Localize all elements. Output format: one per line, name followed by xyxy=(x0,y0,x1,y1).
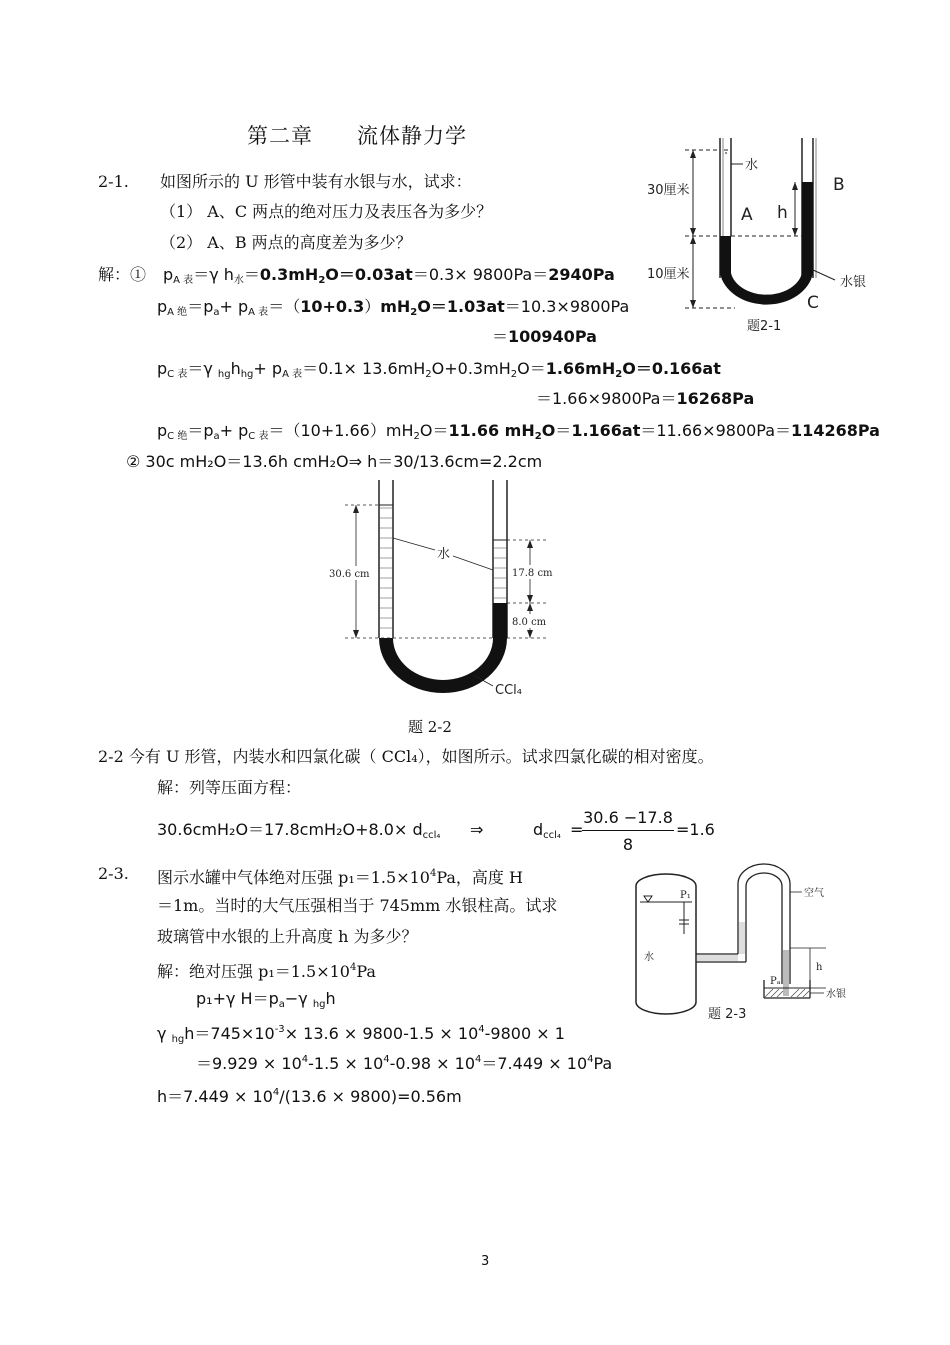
problem-2-2-equation-equals: = xyxy=(570,820,584,839)
problem-2-3-solution3: γ $_{hg}h=745\times 10^{-3}\times 13.6 \times 9800-1.5 \times 10^4-9800 \times 1$ xyxy=(157,1024,565,1045)
solution-2-1-line3: ＝100940Pa xyxy=(492,327,597,346)
fig21-label-mercury: 水银 xyxy=(840,275,867,290)
problem-2-3-line3: 玻璃管中水银的上升高度 h 为多少？ xyxy=(157,927,418,946)
fig22-label-30-6: 30.6 cm xyxy=(329,569,370,580)
chapter-title: 第二章 流体静力学 xyxy=(247,124,467,148)
problem-2-2-equation-arrow: ⇒ xyxy=(470,820,484,839)
figure-2-1 xyxy=(645,138,895,338)
fig22-label-water: 水 xyxy=(437,547,451,562)
fig22-label-ccl4: CCl₄ xyxy=(495,683,522,698)
fig23-label-water: 水 xyxy=(644,952,654,963)
figure-2-3 xyxy=(630,862,865,1027)
problem-2-1-question: 如图所示的 U 形管中装有水银与水，试求： xyxy=(160,172,472,191)
page-number: 3 xyxy=(481,1254,490,1269)
figure-2-2-caption: 题 2-2 xyxy=(408,718,452,736)
solution-2-1-line4: $p_{C 表}=\gamma$ $_{hg}h_{hg}+ p_{A 表}=0.1\times 13.6mH_2O+0.3mH_2O=1.66mH_2O=0.166at$ xyxy=(157,359,721,380)
fig23-label-mercury: 水银 xyxy=(826,989,846,1000)
solution-label-2-1: 解：① xyxy=(98,265,147,284)
problem-2-3-solution5: $h=7.449 \times 10^4/(13.6 \times 9800)=0.56m$ xyxy=(157,1087,462,1106)
problem-2-3-line1: 图示水罐中气体绝对压强 $p_1=1.5\times 10^4Pa$，高度 H xyxy=(157,868,523,887)
problem-2-2-question: 2-2 今有 U 形管，内装水和四氯化碳（ CCl₄），如图所示。试求四氯化碳的相对密度。 xyxy=(98,747,714,766)
fig21-label-h: h xyxy=(777,203,788,223)
problem-2-2-equation-d: $d_{ccl_4}$ xyxy=(533,820,561,841)
figure-2-2 xyxy=(325,478,565,703)
fraction-denominator: 8 xyxy=(622,835,634,854)
solution-2-1-line6: $p_{C 绝}=p_a+ p_{C 表}=(10+1.66)mH_2O=11.66$ $mH_2O=1.166at=11.66\times 9800Pa=114268Pa$ xyxy=(157,421,880,442)
fig23-caption: 题 2-3 xyxy=(708,1007,747,1022)
fig21-label-10: 10厘米 xyxy=(647,267,690,282)
fig22-label-17-8: 17.8 cm xyxy=(512,568,553,579)
fraction-bar xyxy=(582,830,674,831)
fig21-label-water: 水 xyxy=(745,158,759,173)
fig21-caption: 题2-1 xyxy=(747,319,782,334)
problem-2-3-solution2: p₁+γ $H=p_a-\gamma$ $_{hg}$h xyxy=(196,989,336,1010)
problem-2-2-result: =1.6 xyxy=(676,820,715,839)
problem-2-2-fraction xyxy=(582,808,674,855)
fig22-label-8-0: 8.0 cm xyxy=(512,617,547,628)
solution-2-1-line5: ＝1.66×9800Pa＝16268Pa xyxy=(536,389,755,408)
fig23-label-p1: P₁ xyxy=(680,890,691,901)
solution-2-1-line2: $p_{A 绝}=p_a+ p_{A 表}=(10+0.3)mH_2O=1.03at=10.3\times 9800Pa$ xyxy=(157,297,630,318)
problem-2-1-sub1: （1） A、C 两点的绝对压力及表压各为多少？ xyxy=(160,202,493,221)
problem-2-1-number: 2-1. xyxy=(98,172,129,191)
problem-2-1-sub2: （2） A、B 两点的高度差为多少？ xyxy=(160,233,412,252)
solution-2-1-line1: $p_{A 表}=\gamma$ $h_水=0.3mH_2O=0.03at=0.3\times 9800Pa=2940Pa$ xyxy=(163,265,615,286)
problem-2-3-solution4: $=9.929 \times 10^4-1.5 \times 10^4-0.98 \times 10^4=7.449 \times 10^4Pa$ xyxy=(196,1054,613,1073)
fig21-label-b: B xyxy=(833,175,845,195)
fig21-label-30: 30厘米 xyxy=(647,183,690,198)
fraction-numerator: 30.6 −17.8 xyxy=(583,808,673,827)
fig21-label-a: A xyxy=(741,205,753,225)
problem-2-2-solution-label: 解：列等压面方程： xyxy=(157,778,302,797)
problem-2-2-equation-left: $30.6cmH_2O=17.8cmH_2O+8.0\times d_{ccl_4}$ xyxy=(157,820,441,841)
fig23-label-h: h xyxy=(816,962,823,973)
problem-2-3-number: 2-3. xyxy=(98,864,129,883)
fig23-label-pa: Pₐ xyxy=(770,976,781,987)
problem-2-3-line2: ＝1m。当时的大气压强相当于 745mm 水银柱高。试求 xyxy=(157,896,558,915)
problem-2-3-solution1: 解：绝对压强 $p_1=1.5\times 10^4Pa$ xyxy=(157,962,376,981)
solution-2-1-line7: ② 30c mH₂O＝13.6h cmH₂O⇒ h＝30/13.6cm=2.2cm xyxy=(126,452,543,471)
fig21-label-c: C xyxy=(807,293,819,313)
fig23-label-air: 空气 xyxy=(804,888,824,899)
